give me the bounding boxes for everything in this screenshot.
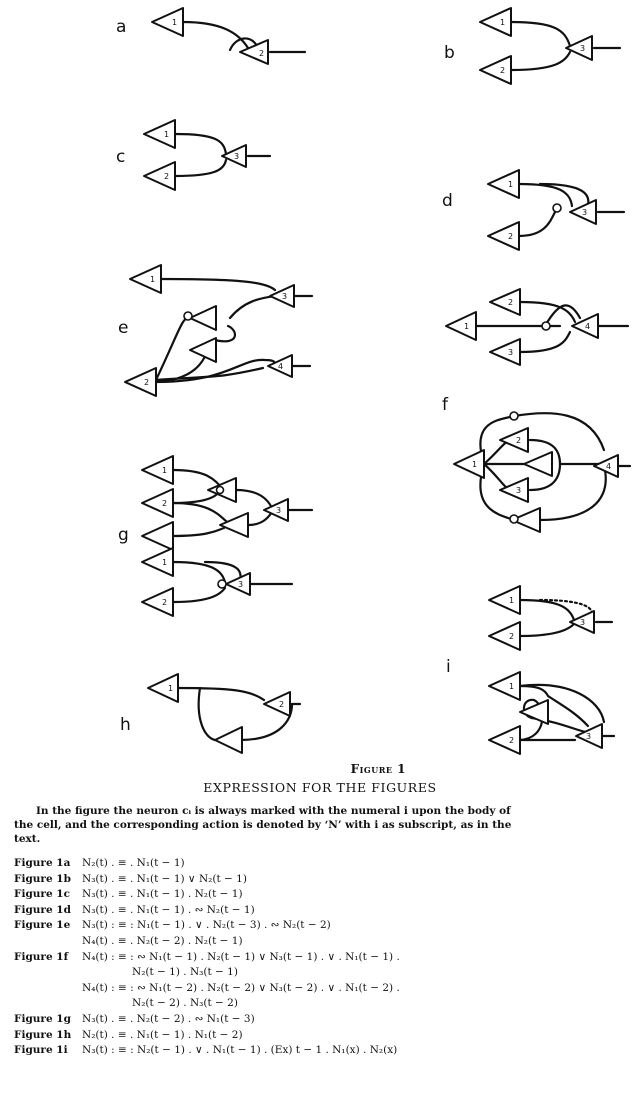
panel-label-a: a xyxy=(116,17,127,37)
svg-text:3: 3 xyxy=(580,44,586,53)
svg-text:2: 2 xyxy=(259,49,265,58)
svg-text:1: 1 xyxy=(509,596,515,605)
svg-text:3: 3 xyxy=(516,486,522,495)
formula-row-1e xyxy=(14,918,624,934)
panel-label-g: g xyxy=(118,525,129,545)
svg-text:2: 2 xyxy=(508,232,514,241)
figure-caption: In the figure the neuron cᵢ is always marked with the numeral i upon the body of the cell, and the corresponding action is denoted by ‘N’ with i as subscript, as in the text. xyxy=(14,805,512,845)
formula-label: Figure 1i xyxy=(14,1044,68,1057)
formula-text: N₄(t) . ≡ . N₂(t − 2) . N₂(t − 1) xyxy=(82,934,243,947)
formula-text: N₂(t) . ≡ . N₁(t − 1) . N₁(t − 2) xyxy=(82,1028,243,1041)
svg-text:2: 2 xyxy=(162,598,168,607)
formula-row-1e-cont xyxy=(14,934,624,950)
svg-text:3: 3 xyxy=(582,208,588,217)
svg-text:3: 3 xyxy=(508,348,514,357)
panel-i-top-net xyxy=(489,586,612,650)
svg-text:2: 2 xyxy=(144,378,150,387)
formula-text: N₂(t) . ≡ . N₁(t − 1) xyxy=(82,857,185,869)
svg-text:3: 3 xyxy=(238,580,244,589)
svg-text:1: 1 xyxy=(509,682,515,691)
svg-text:4: 4 xyxy=(278,362,284,371)
formula-text: N₂(t − 2) . N₃(t − 2) xyxy=(132,997,238,1010)
svg-text:1: 1 xyxy=(500,18,506,27)
panel-label-d: d xyxy=(442,191,453,211)
svg-text:4: 4 xyxy=(585,322,591,331)
svg-text:1: 1 xyxy=(168,684,174,693)
panel-e-right-net xyxy=(446,289,628,365)
formula-row-1f xyxy=(14,950,624,966)
panel-a-net xyxy=(152,8,305,64)
panel-g-top-net xyxy=(142,456,312,550)
panel-h-net xyxy=(148,674,300,753)
svg-text:2: 2 xyxy=(508,298,514,307)
formula-row-1b xyxy=(14,872,624,888)
panel-f-net xyxy=(454,412,630,532)
formula-row-1d xyxy=(14,903,624,919)
svg-text:1: 1 xyxy=(150,275,156,284)
panel-e-net xyxy=(125,265,312,396)
panel-c-net xyxy=(144,120,270,190)
panel-i-bottom-net xyxy=(489,672,614,754)
formula-row-1c xyxy=(14,887,624,903)
section-heading: EXPRESSION FOR THE FIGURES xyxy=(203,780,437,795)
formula-label: Figure 1b xyxy=(14,872,71,885)
formula-text: N₃(t) . ≡ . N₁(t − 1) . ∾ N₂(t − 1) xyxy=(82,903,255,916)
svg-text:1: 1 xyxy=(172,18,178,27)
svg-text:2: 2 xyxy=(162,499,168,508)
svg-text:1: 1 xyxy=(162,558,168,567)
formula-label: Figure 1h xyxy=(14,1028,72,1041)
formula-text: N₄(t) : ≡ : ∾ N₁(t − 2) . N₂(t − 2) ∨ N₃(t − 2) . ∨ . N₁(t − 2) . xyxy=(82,981,400,994)
formula-row-1g xyxy=(14,1012,624,1028)
formula-row-1a xyxy=(14,856,624,872)
svg-text:2: 2 xyxy=(500,66,506,75)
formula-row-1i xyxy=(14,1043,624,1059)
panel-label-e: e xyxy=(118,318,129,338)
formula-label: Figure 1a xyxy=(14,857,71,869)
svg-text:3: 3 xyxy=(282,292,288,301)
svg-text:1: 1 xyxy=(162,466,168,475)
panel-label-h: h xyxy=(120,715,131,735)
svg-text:1: 1 xyxy=(472,460,478,469)
formula-label: Figure 1g xyxy=(14,1012,71,1025)
svg-text:1: 1 xyxy=(464,322,470,331)
formula-text: N₄(t) : ≡ : ∾ N₁(t − 1) . N₂(t − 1) ∨ N₃(t − 1) . ∨ . N₁(t − 1) . xyxy=(82,950,400,963)
panel-b-net xyxy=(480,8,620,84)
formula-text: N₃(t) . ≡ . N₁(t − 1) . N₂(t − 1) xyxy=(82,888,243,901)
panel-label-i: i xyxy=(446,657,451,677)
formula-row-1f-cont-2 xyxy=(14,981,624,997)
svg-text:2: 2 xyxy=(509,736,515,745)
panel-label-f: f xyxy=(442,395,448,415)
figure-title: Figure 1 xyxy=(350,762,406,776)
svg-text:1: 1 xyxy=(164,130,170,139)
formula-list xyxy=(14,856,624,1059)
svg-text:2: 2 xyxy=(164,172,170,181)
formula-row-1f-cont-3 xyxy=(14,996,624,1012)
panel-g-bottom-net xyxy=(142,548,292,616)
formula-label: Figure 1e xyxy=(14,919,71,932)
formula-label: Figure 1d xyxy=(14,903,71,916)
formula-label: Figure 1c xyxy=(14,888,70,901)
formula-text: N₃(t) . ≡ . N₂(t − 2) . ∾ N₁(t − 3) xyxy=(82,1012,255,1025)
formula-text: N₃(t) . ≡ . N₁(t − 1) ∨ N₂(t − 1) xyxy=(82,872,247,885)
formula-row-1h xyxy=(14,1028,624,1044)
svg-text:3: 3 xyxy=(276,506,282,515)
formula-text: N₃(t) : ≡ : N₂(t − 1) . ∨ . N₁(t − 1) . (Ex) t − 1 . N₁(x) . N₂(x) xyxy=(82,1044,398,1057)
svg-text:4: 4 xyxy=(606,462,612,471)
svg-text:1: 1 xyxy=(508,180,514,189)
svg-text:3: 3 xyxy=(234,152,240,161)
panel-label-c: c xyxy=(116,147,126,167)
svg-text:2: 2 xyxy=(279,700,285,709)
panel-d-net xyxy=(488,170,624,250)
formula-label: Figure 1f xyxy=(14,950,69,963)
formula-text: N₂(t − 1) . N₃(t − 1) xyxy=(132,966,238,979)
svg-text:2: 2 xyxy=(516,436,522,445)
formula-text: N₃(t) : ≡ : N₁(t − 1) . ∨ . N₂(t − 3) . ∾ N₂(t − 2) xyxy=(82,919,331,932)
formula-row-1f-cont-1 xyxy=(14,965,624,981)
panel-label-b: b xyxy=(444,43,455,63)
svg-text:3: 3 xyxy=(586,732,592,741)
svg-text:3: 3 xyxy=(580,618,586,627)
svg-text:2: 2 xyxy=(509,632,515,641)
